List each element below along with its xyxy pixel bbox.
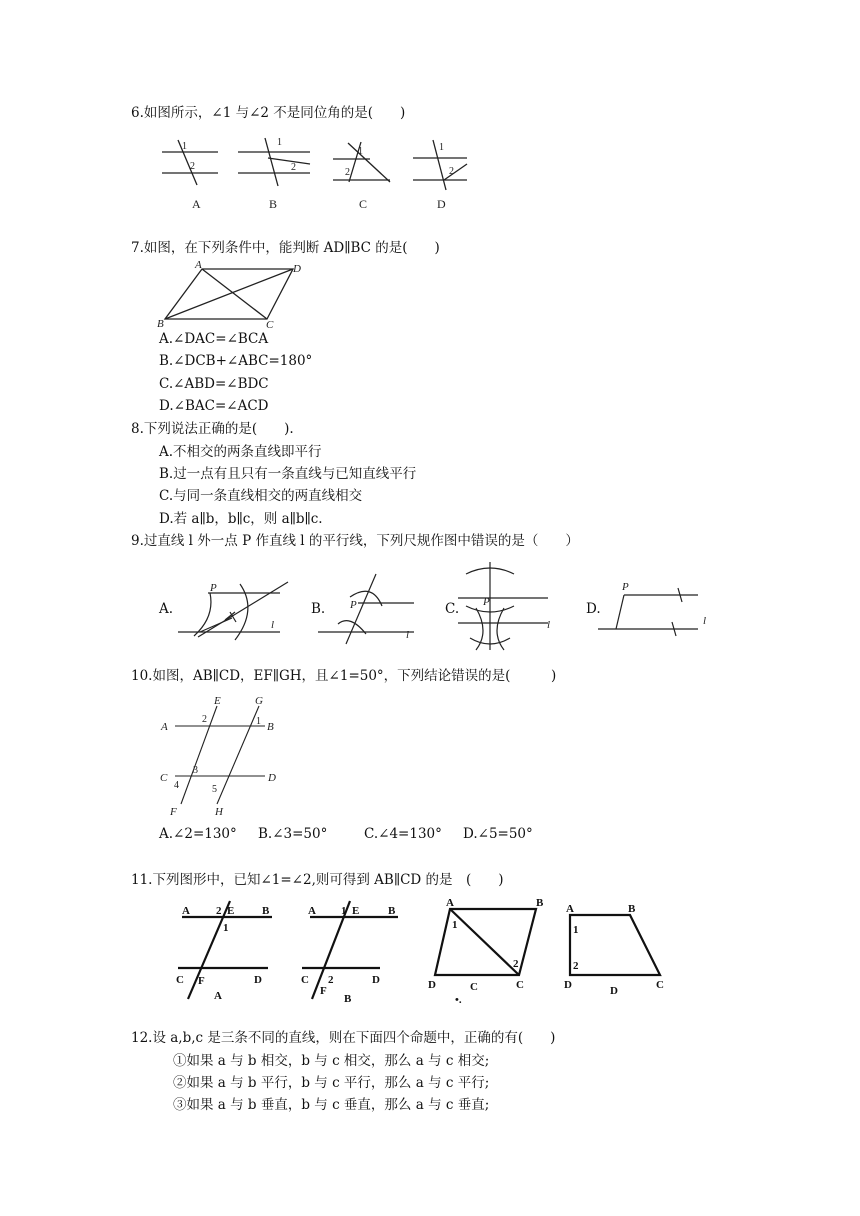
q10-angle-3: 3: [193, 765, 198, 776]
svg-text:E: E: [352, 905, 360, 917]
svg-text:1: 1: [182, 141, 187, 152]
svg-text:D: D: [428, 979, 436, 991]
q7-label-b: B: [157, 318, 164, 330]
svg-text:C: C: [470, 981, 478, 993]
q9-a-l: l: [271, 619, 275, 631]
q9-label-b: B.: [311, 601, 326, 617]
q10-label-e: E: [214, 695, 221, 707]
q11-caption-b: B: [344, 993, 352, 1005]
q9-b-p: P: [350, 599, 357, 611]
q7-option-b: B.∠DCB+∠ABC=180°: [159, 353, 313, 369]
q10-label-f: F: [170, 806, 177, 818]
svg-text:2: 2: [345, 167, 350, 178]
q11-figures: [170, 895, 680, 1005]
q10-label-a: A: [161, 721, 168, 733]
q7-figure: [150, 258, 320, 332]
svg-text:1: 1: [452, 919, 458, 931]
svg-text:D: D: [254, 974, 262, 986]
q9-c-p: P: [483, 596, 490, 608]
q7-stem: 7.如图，在下列条件中，能判断 AD∥BC 的是( ): [131, 240, 440, 256]
q10-angle-5: 5: [212, 784, 217, 795]
q8-option-a: A.不相交的两条直线即平行: [159, 444, 322, 460]
q10-label-c: C: [160, 772, 168, 784]
svg-text:1: 1: [223, 922, 229, 934]
svg-text:C: C: [301, 974, 309, 986]
q7-label-a: A: [195, 259, 202, 271]
svg-text:A: A: [308, 905, 316, 917]
q9-b-l: l: [406, 629, 410, 641]
q9-d-l: l: [703, 615, 707, 627]
q9-stem: 9.过直线 l 外一点 P 作直线 l 的平行线，下列尺规作图中错误的是（ ）: [131, 533, 579, 549]
q9-c-l: l: [547, 619, 551, 631]
svg-text:2: 2: [216, 905, 222, 917]
svg-text:1: 1: [341, 905, 347, 917]
q7-label-c: C: [266, 319, 274, 331]
svg-text:C: C: [516, 979, 524, 991]
q6-stem: 6.如图所示，∠1 与∠2 不是同位角的是( ): [131, 105, 406, 121]
q10-angle-4: 4: [174, 780, 179, 791]
q6-fig-label-c: C: [359, 197, 368, 211]
svg-text:2: 2: [449, 166, 454, 177]
svg-text:A: A: [182, 905, 190, 917]
q8-stem: 8.下列说法正确的是( ).: [131, 421, 294, 437]
q10-label-d: D: [268, 772, 276, 784]
svg-text:C: C: [656, 979, 664, 991]
svg-text:B: B: [536, 897, 544, 909]
q11-stem: 11.下列图形中，已知∠1=∠2,则可得到 AB∥CD 的是 ( ): [131, 872, 504, 888]
q8-option-c: C.与同一条直线相交的两直线相交: [159, 488, 363, 504]
q10-option-b: B.∠3=50°: [258, 826, 328, 842]
svg-text:B: B: [388, 905, 396, 917]
svg-text:•.: •.: [455, 994, 462, 1006]
q12-item-3: ③如果 a 与 b 垂直，b 与 c 垂直，那么 a 与 c 垂直;: [173, 1097, 490, 1113]
q9-label-a: A.: [159, 601, 174, 617]
svg-text:D: D: [564, 979, 572, 991]
q10-option-a: A.∠2=130°: [159, 826, 237, 842]
q9-d-p: P: [622, 581, 629, 593]
svg-text:1: 1: [439, 142, 444, 153]
svg-text:1: 1: [573, 924, 579, 936]
svg-text:B: B: [628, 903, 636, 915]
svg-text:B: B: [262, 905, 270, 917]
svg-text:D: D: [372, 974, 380, 986]
q7-option-c: C.∠ABD=∠BDC: [159, 376, 269, 392]
svg-text:A: A: [566, 903, 574, 915]
q8-option-d: D.若 a∥b，b∥c，则 a∥b∥c.: [159, 511, 323, 527]
q10-label-b: B: [267, 721, 274, 733]
q10-figure: [155, 692, 295, 820]
svg-text:2: 2: [513, 958, 519, 970]
q9-figures: [170, 562, 720, 652]
svg-text:C: C: [176, 974, 184, 986]
q10-angle-2: 2: [202, 714, 207, 725]
q10-label-h: H: [215, 806, 223, 818]
svg-text:D: D: [610, 985, 618, 997]
q10-angle-1: 1: [256, 716, 261, 727]
q10-label-g: G: [255, 695, 263, 707]
svg-text:F: F: [320, 985, 327, 997]
svg-text:2: 2: [291, 162, 296, 173]
q9-label-c: C.: [445, 601, 460, 617]
q12-item-2: ②如果 a 与 b 平行，b 与 c 平行，那么 a 与 c 平行;: [173, 1075, 490, 1091]
svg-text:A: A: [446, 897, 454, 909]
q10-stem: 10.如图，AB∥CD，EF∥GH，且∠1=50°，下列结论错误的是( ): [131, 668, 557, 684]
q8-option-b: B.过一点有且只有一条直线与已知直线平行: [159, 466, 417, 482]
q10-option-d: D.∠5=50°: [463, 826, 533, 842]
q6-fig-label-d: D: [437, 197, 446, 211]
q10-option-c: C.∠4=130°: [364, 826, 442, 842]
q9-label-d: D.: [586, 601, 601, 617]
q12-item-1: ①如果 a 与 b 相交，b 与 c 相交，那么 a 与 c 相交;: [173, 1053, 490, 1069]
q6-fig-label-b: B: [269, 197, 278, 211]
svg-text:2: 2: [190, 161, 195, 172]
q7-label-d: D: [293, 263, 301, 275]
svg-text:E: E: [227, 905, 235, 917]
svg-text:2: 2: [328, 974, 334, 986]
svg-text:1: 1: [358, 146, 363, 157]
q6-fig-label-a: A: [192, 197, 201, 211]
svg-text:1: 1: [277, 137, 282, 148]
svg-text:F: F: [198, 975, 205, 987]
q7-option-d: D.∠BAC=∠ACD: [159, 398, 269, 414]
q11-caption-a: A: [214, 990, 222, 1002]
q9-a-p: P: [210, 582, 217, 594]
q12-stem: 12.设 a,b,c 是三条不同的直线，则在下面四个命题中，正确的有( ): [131, 1030, 556, 1046]
q7-option-a: A.∠DAC=∠BCA: [159, 331, 269, 347]
svg-text:2: 2: [573, 960, 579, 972]
q6-figures: [150, 128, 490, 216]
